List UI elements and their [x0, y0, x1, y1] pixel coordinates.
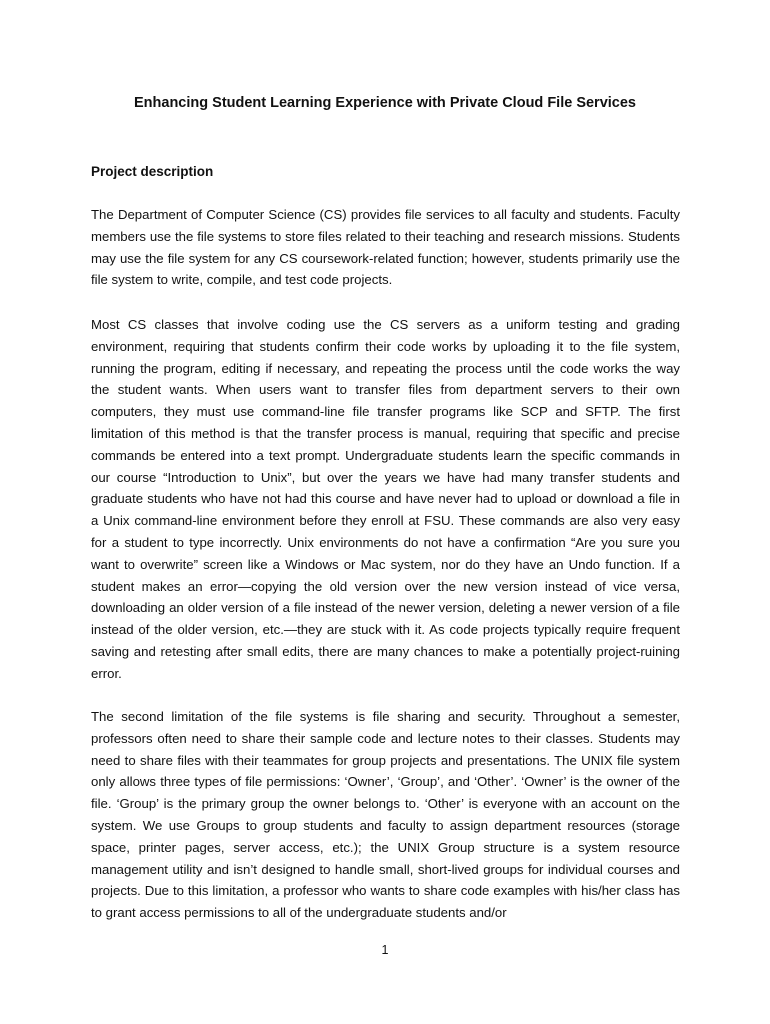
paragraph-1: The Department of Computer Science (CS) provides file services to all faculty and students. Faculty members use the file systems to store files related to their teaching and research missions. Students may use the file system for any CS coursework-related function; however, students primarily use the file system to write, compile, and test code projects. — [91, 207, 680, 288]
paragraph-2: Most CS classes that involve coding use the CS servers as a uniform testing and grading environment, requiring that students confirm their code works by uploading it to the file system, running the program, editing if necessary, and repeating the process until the code works the way the student wants. When users want to transfer files from department servers to their own computers, they must use command-line file transfer programs like SCP and SFTP. The first limitation of this method is that the transfer process is manual, requiring that specific and precise commands be entered into a text prompt. Undergraduate students learn the specific commands in our course “Introduction to Unix”, but over the years we have had many transfer students and graduate students who have not had this course and have never had to upload or download a file in a Unix command-line environment before they enroll at FSU. These commands are also very easy for a student to type incorrectly. Unix environments do not have a confirmation “Are you sure you want to overwrite” screen like a Windows or Mac system, nor do they have an Undo function. If a student makes an error—copying the old version over the new version instead of vice versa, downloading an older version of a file instead of the newer version, deleting a newer version of a file instead of the older version, etc.—they are stuck with it. As code projects typically require frequent saving and retesting after small edits, there are many chances to make a potentially project-ruining error. — [91, 317, 680, 681]
document-title: Enhancing Student Learning Experience with Private Cloud File Services — [134, 95, 636, 111]
section-heading: Project description — [91, 164, 214, 179]
page-number: 1 — [381, 943, 389, 957]
paragraph-3: The second limitation of the file systems is file sharing and security. Throughout a semester, professors often need to share their sample code and lecture notes to their classes. Students may need to share files with their teammates for group projects and presentations. The UNIX file system only allows three types of file permissions: ‘Owner’, ‘Group’, and ‘Other’. ‘Owner’ is the owner of the file. ‘Group’ is the primary group the owner belongs to. ‘Other’ is everyone with an account on the system. We use Groups to group students and faculty to assign department resources (storage space, printer pages, server access, etc.); the UNIX Group structure is a system resource management utility and isn’t designed to handle small, short-lived groups for individual courses and projects. Due to this limitation, a professor who wants to share code examples with his/her class has to grant access permissions to all of the undergraduate students and/or — [91, 709, 680, 921]
